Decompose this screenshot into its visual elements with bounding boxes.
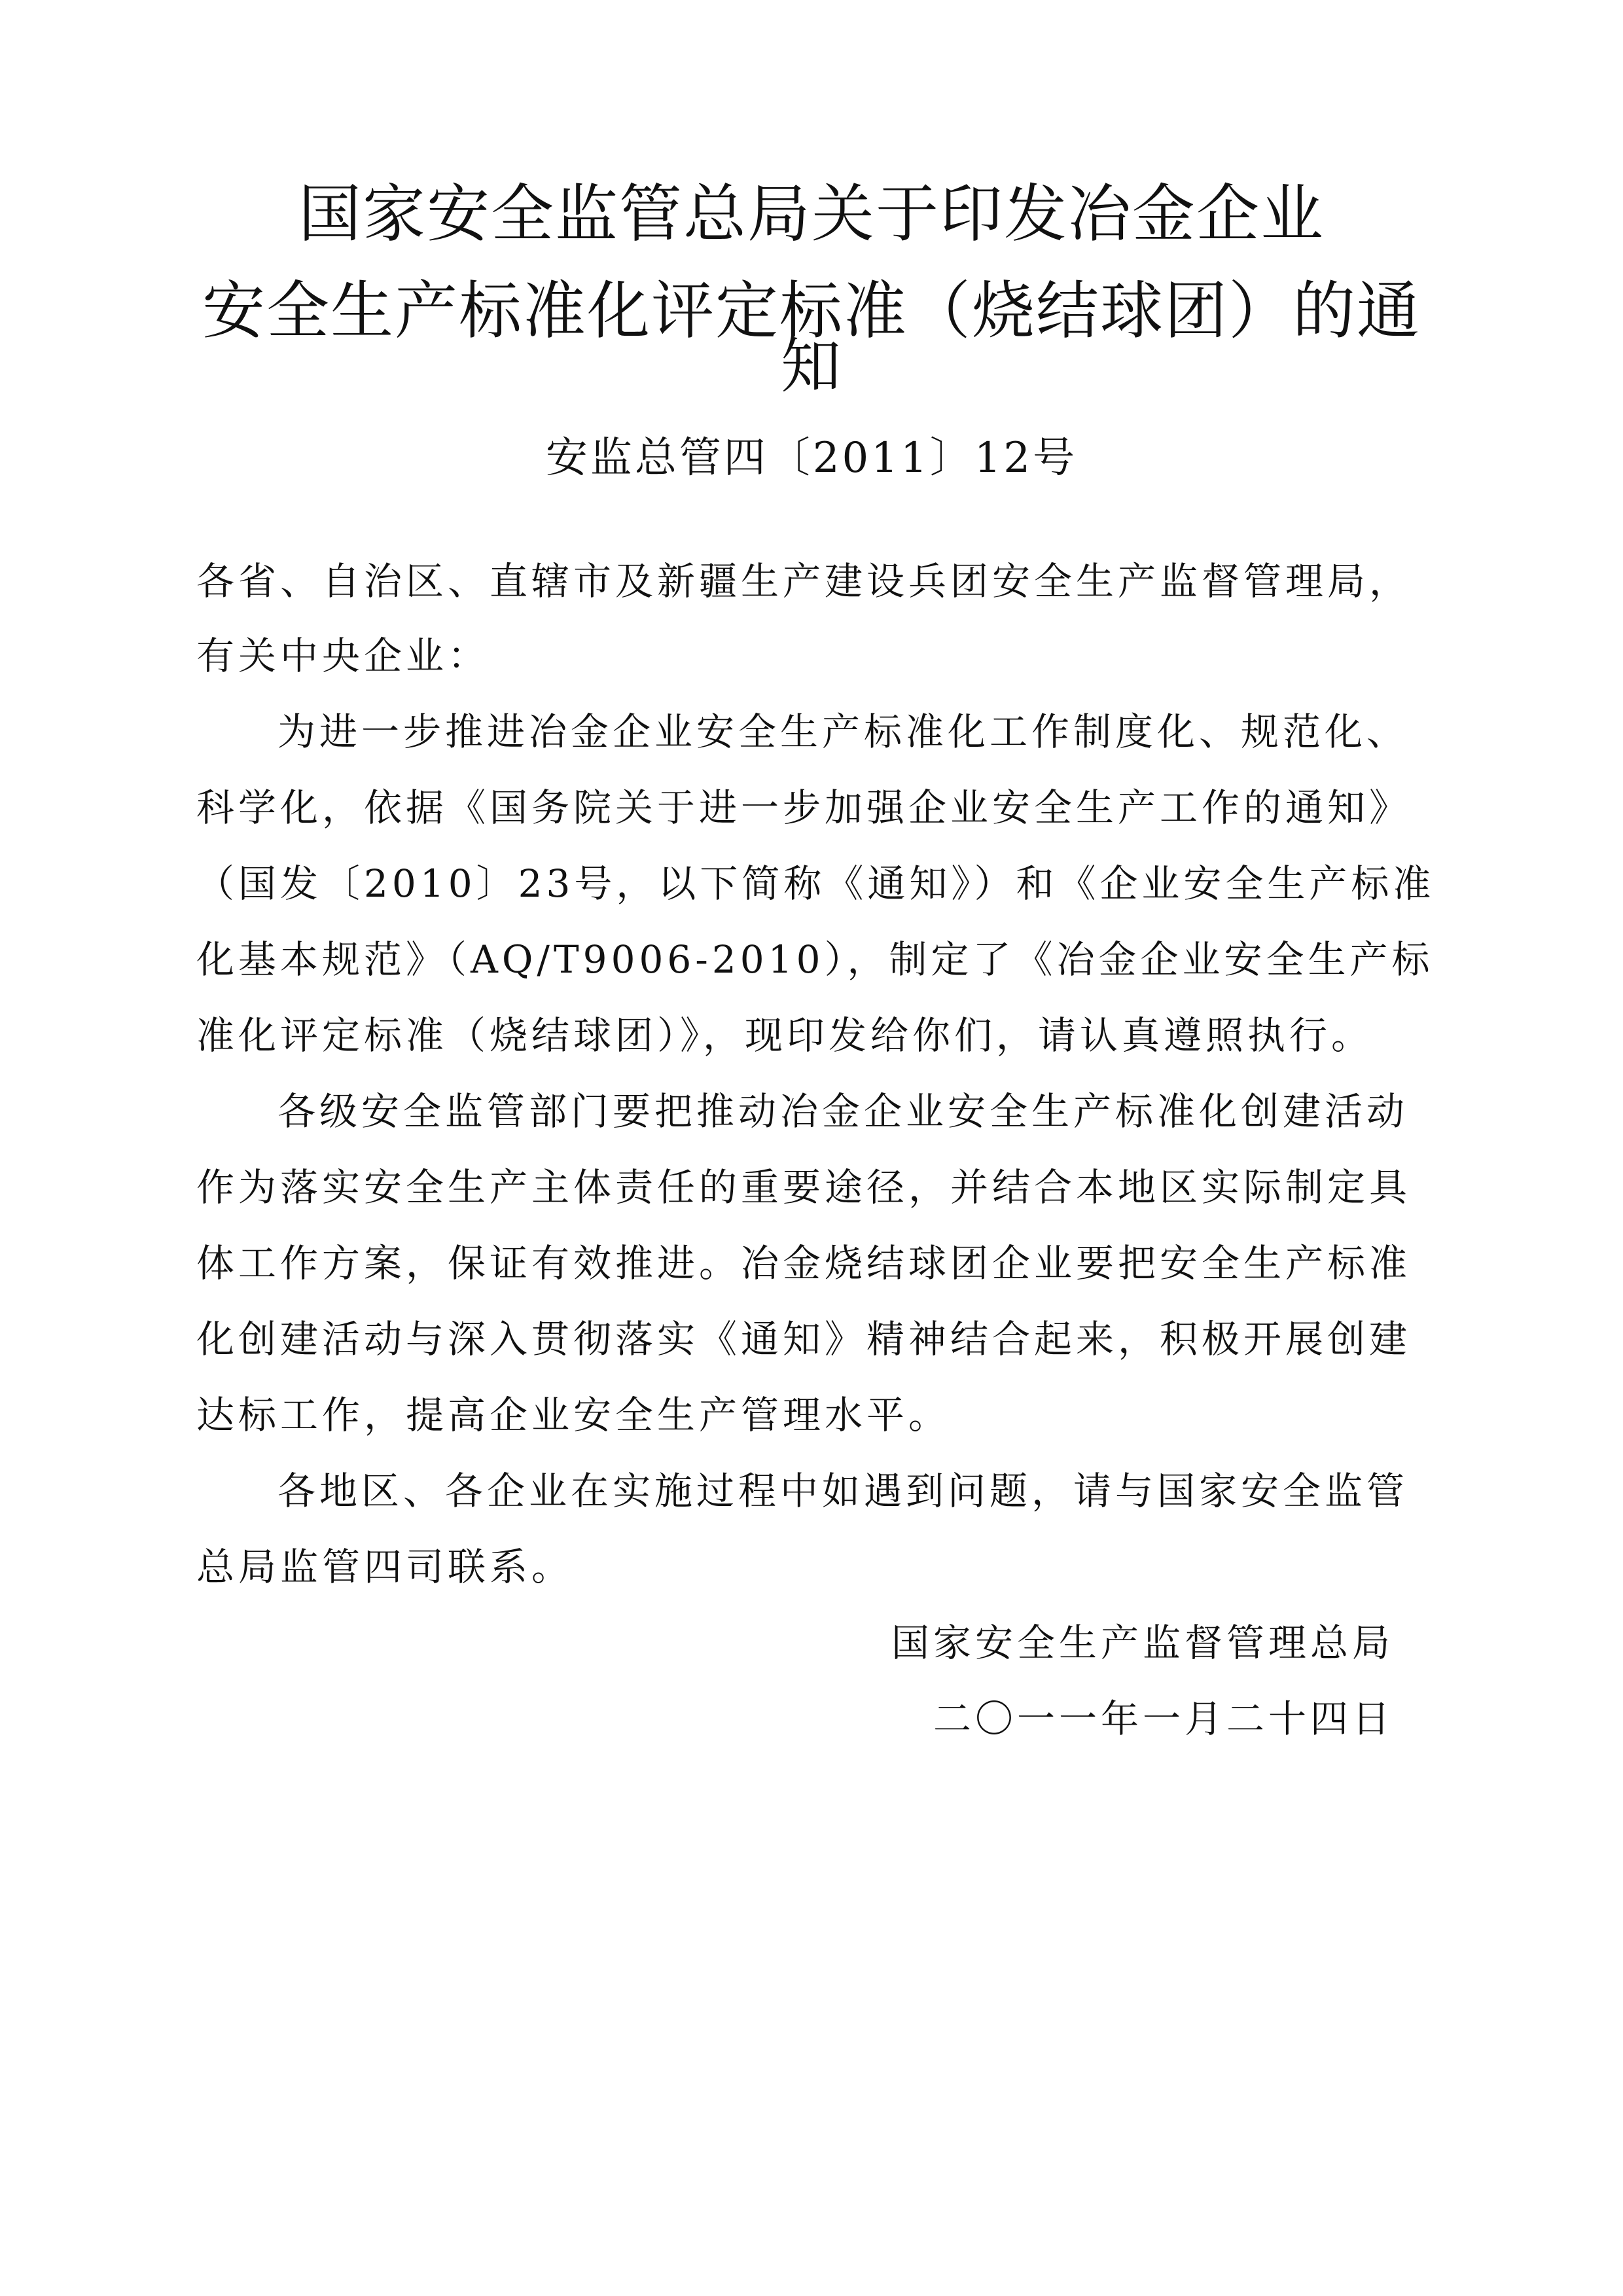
body-line: 为进一步推进冶金企业安全生产标准化工作制度化、规范化、 — [277, 709, 1409, 754]
body-line-addressee-1: 各省、自治区、直辖市及新疆生产建设兵团安全生产监督管理局， — [196, 559, 1412, 603]
document-number: 安监总管四〔2011〕12号 — [545, 434, 1078, 482]
body-line: 各地区、各企业在实施过程中如遇到问题，请与国家安全监管 — [277, 1469, 1409, 1513]
body-line: （国发〔2010〕23号，以下简称《通知》）和《企业安全生产标准 — [196, 861, 1435, 906]
body-line: 科学化，依据《国务院关于进一步加强企业安全生产工作的通知》 — [196, 785, 1412, 830]
body-line: 化创建活动与深入贯彻落实《通知》精神结合起来，积极开展创建 — [196, 1317, 1412, 1361]
body-line: 体工作方案，保证有效推进。冶金烧结球团企业要把安全生产标准 — [196, 1241, 1412, 1285]
body-line: 达标工作，提高企业安全生产管理水平。 — [196, 1393, 951, 1437]
issue-date: 二〇一一年一月二十四日 — [933, 1696, 1394, 1741]
body-line: 化基本规范》（AQ/T9006-2010），制定了《冶金企业安全生产标 — [196, 937, 1434, 982]
body-line: 作为落实安全生产主体责任的重要途径，并结合本地区实际制定具 — [196, 1165, 1412, 1210]
document-title-line-2: 安全生产标准化评定标准（烧结球团）的通 — [202, 274, 1421, 348]
document-title-line-1: 国家安全监管总局关于印发冶金企业 — [298, 177, 1325, 251]
body-line: 各级安全监管部门要把推动冶金企业安全生产标准化创建活动 — [277, 1089, 1409, 1134]
body-line-addressee-2: 有关中央企业： — [196, 634, 490, 678]
body-line: 总局监管四司联系。 — [196, 1545, 574, 1589]
document-title-line-3: 知 — [780, 331, 842, 401]
issuer-signature: 国家安全生产监督管理总局 — [891, 1621, 1394, 1665]
body-line: 准化评定标准（烧结球团）》，现印发给你们，请认真遵照执行。 — [196, 1013, 1374, 1058]
